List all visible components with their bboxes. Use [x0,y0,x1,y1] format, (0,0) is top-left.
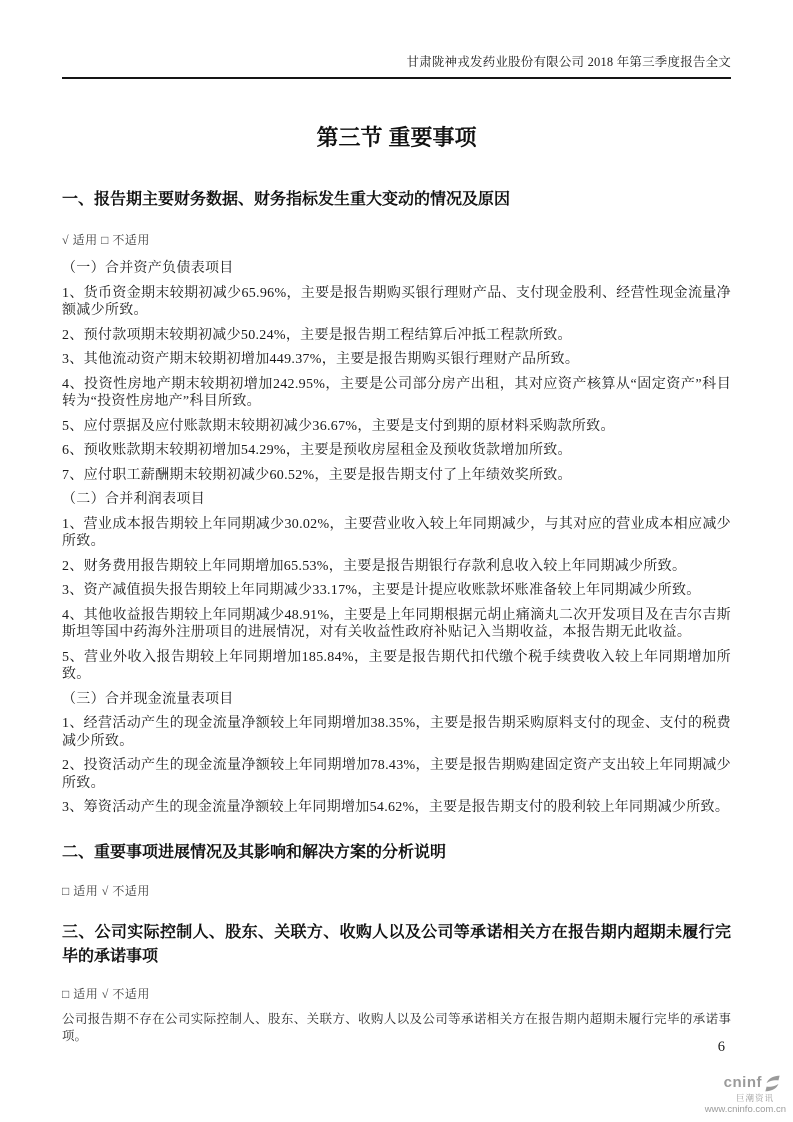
section1-heading: 一、报告期主要财务数据、财务指标发生重大变动的情况及原因 [62,191,511,208]
cash-flow-item: 1、经营活动产生的现金流量净额较上年同期增加38.35%，主要是报告期采购原料支付的现金、支付的税费减少所致。 [62,716,731,749]
cninfo-brand-text: cninf [723,1074,762,1092]
section2-heading: 二、重要事项进展情况及其影响和解决方案的分析说明 [62,843,447,861]
section1-sub1-heading: （一）合并资产负债表项目 [62,261,234,276]
income-statement-item: 1、营业成本报告期较上年同期减少30.02%，主要营业收入较上年同期减少，与其对应的营业成本相应减少所致。 [62,516,731,549]
running-header-text: 甘肃陇神戎发药业股份有限公司 2018 年第三季度报告全文 [406,55,731,69]
income-statement-item: 3、资产减值损失报告期较上年同期减少33.17%，主要是计提应收账款坏账准备较上年同期减少所致。 [62,583,701,598]
income-statement-item: 5、营业外收入报告期较上年同期增加185.84%，主要是报告期代扣代缴个税手续费收入较上年同期增加所致。 [62,649,731,682]
balance-sheet-item: 5、应付票据及应付账款期末较期初减少36.67%，主要是支付到期的原材料采购款所致。 [62,418,615,434]
section1-applicability: √ 适用 □ 不适用 [62,233,150,247]
balance-sheet-item: 4、投资性房地产期末较期初增加242.95%，主要是公司部分房产出租，其对应资产核算从“固定资产”科目转为“投资性房地产”科目所致。 [62,376,731,409]
cash-flow-item: 2、投资活动产生的现金流量净额较上年同期增加78.43%，主要是报告期购建固定资产支出较上年同期减少所致。 [62,758,731,791]
cninfo-name: 巨潮资讯 [735,1093,774,1103]
page-number: 6 [717,1039,725,1055]
balance-sheet-item: 2、预付款项期末较期初减少50.24%，主要是报告期工程结算后冲抵工程款所致。 [62,327,572,343]
balance-sheet-item: 6、预收账款期末较期初增加54.29%，主要是预收房屋租金及预收货款增加所致。 [62,443,572,458]
section3-heading: 三、公司实际控制人、股东、关联方、收购人以及公司等承诺相关方在报告期内超期未履行完毕的承诺事项 [62,923,731,965]
cninfo-swirl-icon [763,1074,782,1093]
section1-sub3-heading: （三）合并现金流量表项目 [62,691,234,707]
cash-flow-item: 3、筹资活动产生的现金流量净额较上年同期增加54.62%，主要是报告期支付的股利较上年同期减少所致。 [62,800,730,815]
income-statement-item: 2、财务费用报告期较上年同期增加65.53%，主要是报告期银行存款利息收入较上年同期减少所致。 [62,558,687,574]
balance-sheet-item: 3、其他流动资产期末较期初增加449.37%，主要是报告期购买银行理财产品所致。 [62,352,580,367]
running-header [62,0,731,79]
page-title: 第三节 重要事项 [316,125,477,150]
cninfo-url: www.cninfo.com.cn [704,1104,786,1116]
cninfo-watermark [668,1074,788,1116]
section3-applicability: □ 适用 √ 不适用 [62,986,150,1001]
balance-sheet-item: 7、应付职工薪酬期末较期初减少60.52%，主要是报告期支付了上年绩效奖所致。 [62,467,572,483]
balance-sheet-item: 1、货币资金期末较期初减少65.96%，主要是报告期购买银行理财产品、支付现金股利、经营性现金流量净额减少所致。 [62,285,731,318]
section2-applicability: □ 适用 √ 不适用 [62,883,150,898]
section1-sub2-heading: （二）合并利润表项目 [62,492,205,507]
section3-body: 公司报告期不存在公司实际控制人、股东、关联方、收购人以及公司等承诺相关方在报告期内超期未履行完毕的承诺事项。 [62,1011,731,1043]
income-statement-item: 4、其他收益报告期较上年同期减少48.91%，主要是上年同期根据元胡止痛滴丸二次开发项目及在吉尔吉斯斯坦等国中药海外注册项目的进展情况，对有关收益性政府补贴记入当期收益，本报告期无此收益。 [62,607,731,640]
